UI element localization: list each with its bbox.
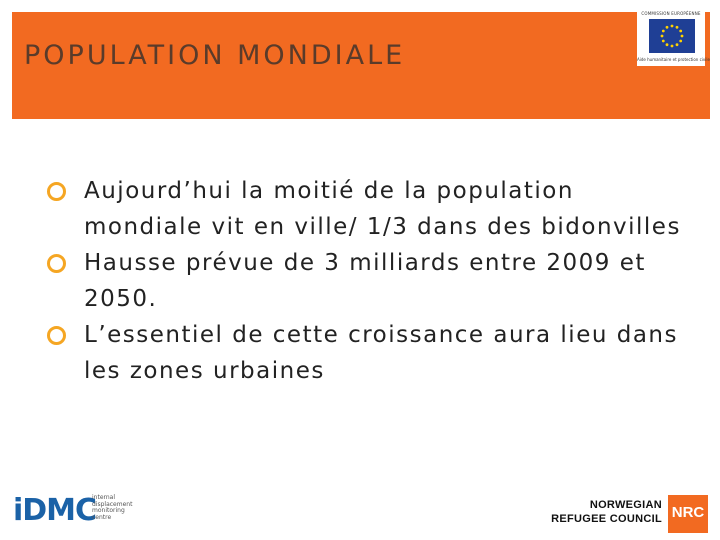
idmc-logo-text: iDMC: [13, 493, 97, 528]
circle-bullet-icon: [47, 326, 66, 345]
idmc-subtitle-line: centre: [92, 513, 112, 521]
idmc-logo: [8, 490, 148, 530]
bullet-text: Hausse prévue de 3 milliards entre 2009 et 2050.: [84, 250, 646, 312]
eu-flag-icon: [649, 19, 695, 53]
eu-logo-top-text: COMMISSION EUROPÉENNE: [641, 11, 701, 16]
bullet-item: [47, 173, 687, 245]
nrc-logo: [551, 495, 712, 533]
nrc-logo-line2: REFUGEE COUNCIL: [551, 513, 662, 525]
circle-bullet-icon: [47, 182, 66, 201]
bullet-text: Aujourd’hui la moitié de la population mondiale vit en ville/ 1/3 dans des bidonvilles: [84, 178, 681, 240]
idmc-subtitle-line: monitoring: [92, 507, 125, 514]
idmc-logo-subtitle: [92, 495, 152, 521]
eu-commission-logo: [637, 10, 710, 66]
bullet-item: [47, 317, 687, 389]
bullet-list: [47, 173, 687, 389]
slide-title: POPULATION MONDIALE: [24, 40, 406, 71]
nrc-logo-box: [668, 495, 708, 533]
idmc-subtitle-line: displacement: [92, 500, 133, 508]
bullet-item: [47, 245, 687, 317]
bullet-text: L’essentiel de cette croissance aura lieu dans les zones urbaines: [84, 322, 678, 384]
nrc-logo-box-text: NRC: [671, 504, 705, 521]
nrc-logo-line1: NORWEGIAN: [589, 499, 662, 511]
circle-bullet-icon: [47, 254, 66, 273]
idmc-subtitle-line: internal: [92, 494, 116, 501]
eu-logo-bottom-text: Aide humanitaire et protection civile: [637, 57, 710, 62]
